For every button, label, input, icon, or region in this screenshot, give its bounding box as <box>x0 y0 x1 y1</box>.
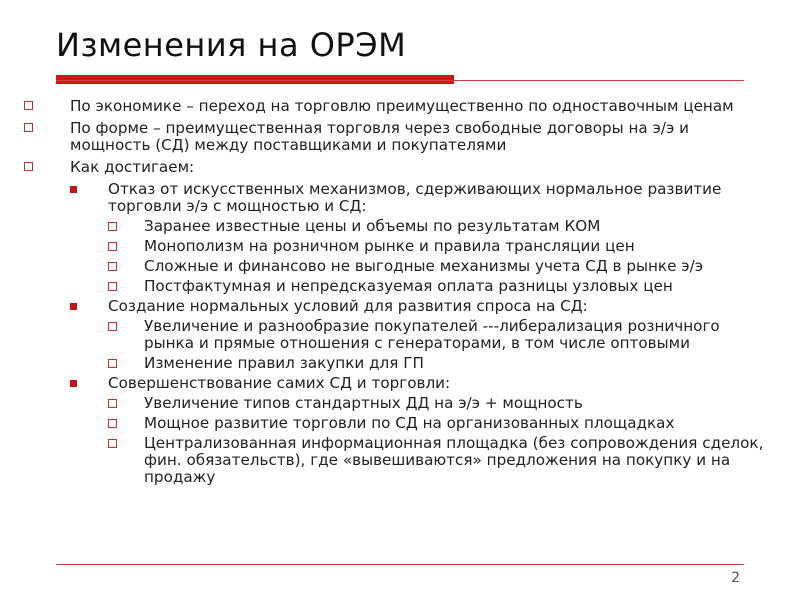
hollow-square-bullet-icon <box>108 359 117 368</box>
hollow-square-bullet-icon <box>108 439 117 448</box>
filled-square-bullet-icon <box>70 303 77 310</box>
list-item-text: Изменение правил закупки для ГП <box>144 354 424 372</box>
list-item <box>24 318 764 352</box>
bullet-text: По экономике – переход на торговлю преимущественно по одноставочным ценам <box>70 97 734 115</box>
hollow-square-bullet-icon <box>108 282 117 291</box>
filled-square-bullet-icon <box>70 380 77 387</box>
list-item-text: Постфактумная и непредсказуемая оплата разницы узловых цен <box>144 277 673 295</box>
bullet-text: По форме – преимущественная торговля через свободные договоры на э/э и мощность (СД) между поставщиками и покупателями <box>70 119 690 154</box>
list-item <box>24 415 764 432</box>
list-item <box>24 238 764 255</box>
list-item <box>24 218 764 235</box>
hollow-square-bullet-icon <box>108 222 117 231</box>
list-item <box>24 395 764 412</box>
footer-divider <box>56 564 744 565</box>
bullet-how <box>24 159 764 176</box>
list-item-text: Сложные и финансово не выгодные механизмы учета СД в рынке э/э <box>144 257 704 275</box>
list-item-text: Увеличение и разнообразие покупателей ---либерализация розничного рынка и прямые отношения с генераторами, в том числе оптовыми <box>144 317 720 352</box>
filled-square-bullet-icon <box>70 186 77 193</box>
list-item <box>24 435 764 486</box>
bullet-form <box>24 120 764 154</box>
list-item-text: Монополизм на розничном рынке и правила трансляции цен <box>144 237 635 255</box>
hollow-square-bullet-icon <box>24 162 33 171</box>
bullet-text: Как достигаем: <box>70 158 195 176</box>
hollow-square-bullet-icon <box>24 123 33 132</box>
hollow-square-bullet-icon <box>108 242 117 251</box>
hollow-square-bullet-icon <box>108 262 117 271</box>
list-item-text: Заранее известные цены и объемы по результатам КОМ <box>144 217 601 235</box>
title-divider <box>56 80 744 81</box>
sub-bullet-refusal <box>24 181 764 215</box>
sub-bullet-text: Создание нормальных условий для развития спроса на СД: <box>108 297 588 315</box>
slide-title: Изменения на ОРЭМ <box>56 26 407 64</box>
sub-bullet-improvement <box>24 375 764 392</box>
slide-body <box>24 98 764 489</box>
list-item <box>24 355 764 372</box>
hollow-square-bullet-icon <box>108 419 117 428</box>
page-number: 2 <box>731 570 740 586</box>
sub-bullet-text: Отказ от искусственных механизмов, сдерживающих нормальное развитие торговли э/э с мощностью и СД: <box>108 180 722 215</box>
list-item <box>24 278 764 295</box>
list-item-text: Централизованная информационная площадка (без сопровождения сделок, фин. обязательств), где «вывешиваются» предложения на покупку и на продажу <box>144 434 764 486</box>
sub-bullet-text: Совершенствование самих СД и торговли: <box>108 374 451 392</box>
list-item <box>24 258 764 275</box>
hollow-square-bullet-icon <box>24 101 33 110</box>
sub-bullet-demand <box>24 298 764 315</box>
list-item-text: Увеличение типов стандартных ДД на э/э + мощность <box>144 394 583 412</box>
hollow-square-bullet-icon <box>108 399 117 408</box>
bullet-economy <box>24 98 764 115</box>
hollow-square-bullet-icon <box>108 322 117 331</box>
list-item-text: Мощное развитие торговли по СД на организованных площадках <box>144 414 675 432</box>
